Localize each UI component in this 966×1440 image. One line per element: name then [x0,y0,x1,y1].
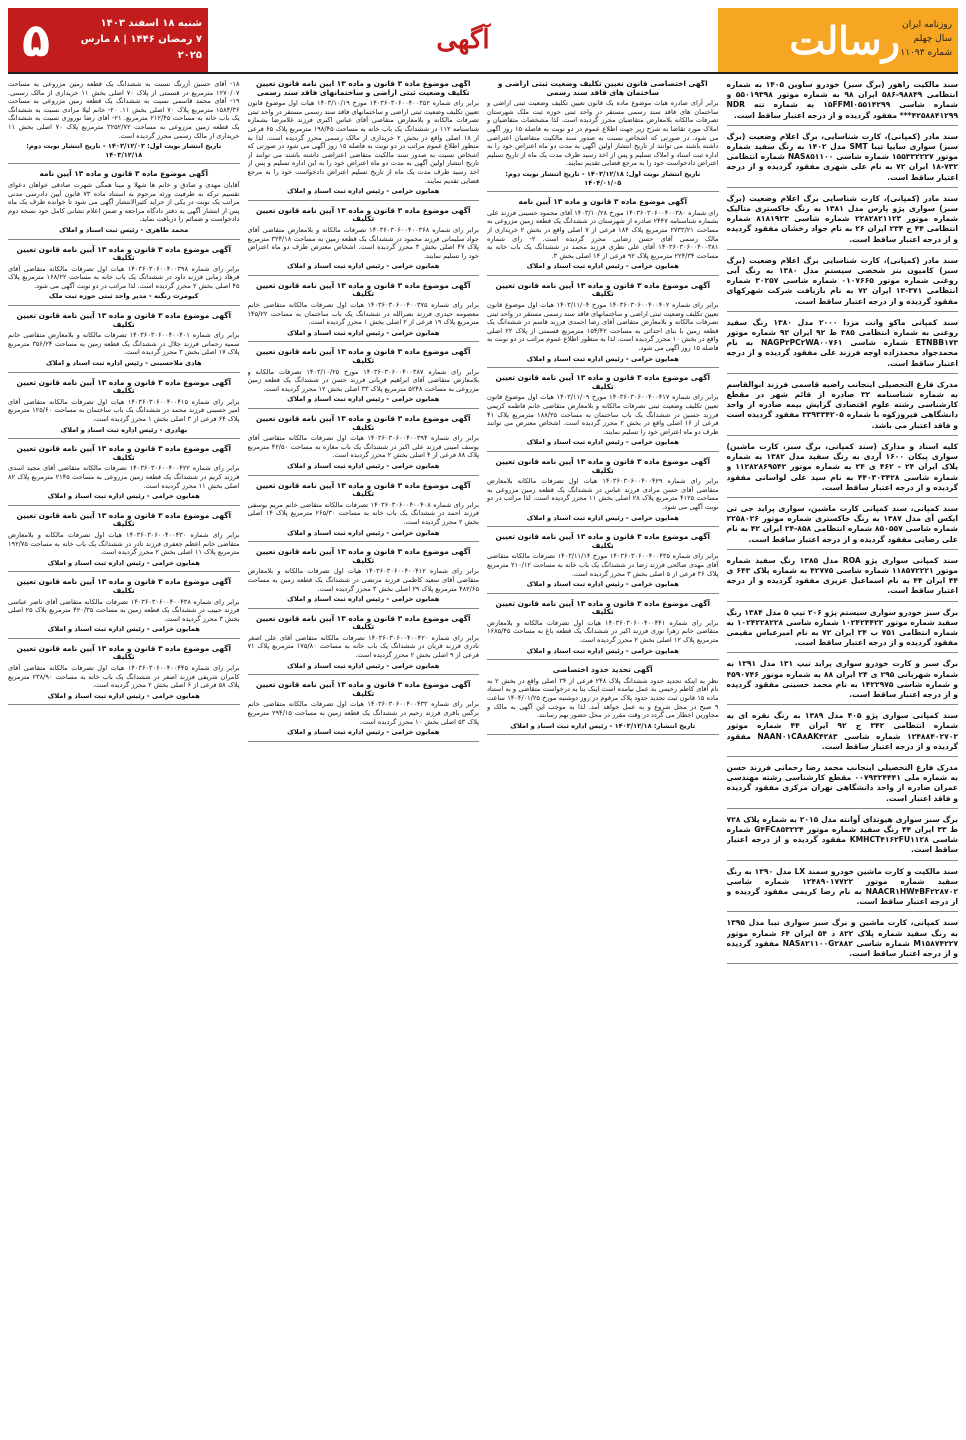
ad-item [248,80,480,201]
ad-signature: هادی ملاحسینی - رئیس اداره ثبت اسناد و املاک [45,359,202,368]
ad-body: برابر رای شماره ۱۴۰۳۶۰۳۰۶۰۰۴۰۰۴۴۱ هیات اول تصرفات مالکانه و بلامعارض متقاضی خانم زهرا نوری فرزند اکبر در ششدانگ یک قطعه باغ به مساحت ۱۶۸۵/۴۵ مترمربع پلاک ۱۲ اصلی بخش ۲ محرز گردیده است. [487,618,719,645]
ad-body: برابر رای شماره ۱۴۰۳۶۰۳۰۶۰۰۴۰۰۴۲۹ هیات اول تصرفات مالکانه بلامعارض متقاضی آقای حسن مرادی فرزند عباس در ششدانگ یک قطعه زمین مزروعی به مساحت ۴۱۲۵ مترمربع پلاک ۲۸ اصلی بخش ۱۱ محرز گردیده است. لذا مراتب در دو نوبت آگهی می شود. [487,477,719,511]
ad-heading: آگهی موضوع ماده ۳ قانون و ماده ۱۳ آیین نامه قانون تعیین تکلیف [255,547,471,565]
ad-item [727,442,959,498]
ad-column-3 [248,80,480,1432]
ad-item [8,80,240,164]
ad-item [727,659,959,705]
ad-item [487,80,719,192]
ad-item [248,348,480,409]
ad-item [248,415,480,476]
ad-body: برابر رای شماره ۱۴۰۳۶۰۳۰۶۰۰۴۰۰۳۶۸ تصرفات مالکانه و بلامعارض متقاضی آقای جواد سلیمانی فرزند محمود در ششدانگ یک قطعه زمین به مساحت ۳۲۴/۱۸ مترمربع پلاک ۴۷ اصلی بخش ۳ محرز گردیده است. اشخاص معترض ظرف دو ماه اعتراض خود را تسلیم نمایند. [247,225,479,260]
ad-heading: آگهی موضوع ماده ۳ قانون و ماده ۱۳ آیین نامه [39,169,208,179]
ad-body: سند کمپانی، سند کمپانی کارت ماشین، سواری پراید جی تی ایکس آی مدل ۱۳۸۷ به رنگ خاکستری شماره موتور ۲۲۵۸۰۲۶ شماره شاسی ۸۵۰۵۵۷ شماره انتظامی ۸۵۸-۲۴ ایران ۴۲ به نام علی رضایی مفقود گردیده و از درجه اعتبار ساقط است. [726,503,958,544]
ad-item [8,246,240,307]
ad-body: آقایان مهدی و صادق و خانم ها شهلا و مینا همگی شهرت صادقی خواهان دعوای تقسیم ترکه به طرفیت ورثه مرحوم به استناد ماده ۷۳ قانون آیین دادرسی مدنی مراتب یک نوبت در یکی از جراید کثیرالانتشار آگهی می شود تا خوانده ظرف یک ماه پس از انتشار آگهی به دفتر دادگاه مراجعه و ضمن اعلام نشانی کامل خود نسخه دوم دادخواست و ضمائم را دریافت نماید. [8,180,240,224]
ad-signature: تاریخ انتشار: ۱۴۰۳/۱۲/۱۸ - رئیس اداره ثبت اسناد و املاک [510,721,696,730]
ad-signature: همایون خرامی - رئیس اداره ثبت اسناد و املاک [526,646,679,655]
logo-block [718,8,958,72]
ad-signature: بهادری - رئیس اداره ثبت اسناد و املاک [60,425,188,434]
ad-heading: آگهی موضوع ماده ۳ قانون و ماده ۱۳ آیین نامه قانون تعیین تکلیف [495,280,711,299]
ad-body: برابر رای شماره ۱۴۰۳۶۰۳۰۶۰۰۴۰۰۴۰۲ مورخ ۱۴۰۳/۱۱/۰۴ هیات اول موضوع قانون تعیین تکلیف وضعیت ثبتی اراضی و ساختمانهای فاقد سند رسمی مستقر در واحد ثبتی تصرفات مالکانه و بلامعارض متقاضی آقای رضا احمدی فرزند قاسم در ششدانگ یک قطعه زمین با بنای احداثی به مساحت ۱۵۴/۴۲ مترمربع قسمتی از پلاک ۲۲ اصلی واقع در بخش ۱۰ محرز گردیده است. لذا به منظور اطلاع عموم مراتب در دو نوبت به فاصله ۱۵ روز آگهی می شود. [487,301,719,353]
ad-heading: آگهی موضوع ماده ۳ قانون و ماده ۱۳ آیین نامه [518,197,687,207]
ad-body: برابر رای شماره ۱۴۰۳۶۰۳۰۶۰۰۴۰۰۴۱۵ هیات اول تصرفات مالکانه متقاضی آقای امیر حسینی فرزند محمد در ششدانگ یک باب ساختمان به مساحت ۱۲۵/۶۰ مترمربع پلاک ۶۴ فرعی از ۳ اصلی بخش ۱ محرز گردیده است. [8,397,240,423]
ad-heading: آگهی موضوع ماده ۳ قانون و ماده ۱۳ آیین نامه قانون تعیین تکلیف [495,456,711,475]
ad-signature: همایون خرامی - رئیس اداره ثبت اسناد و املاک [526,438,679,447]
ad-body: سند مادر (کمپانی)، کارت شناسایی برگ اعلام وضعیت (برگ سبز) سواری پژو پارس مدل ۱۳۸۱ به رنگ خاکستری متالیک شماره موتور ۲۲۸۲۸۲۱۱۲۳ شماره شاسی ۸۱۸۱۹۲۳ شماره انتظامی ۴۴ ج ۲۳۴ ایران ۲۶ به نام جواد رخشان مفقود گردیده و از درجه اعتبار ساقط است. [726,193,958,244]
ad-item [727,80,959,126]
ad-item [248,681,480,742]
ad-body: برابر رای شماره ۱۴۰۳۶۰۳۰۶۰۰۴۰۰۴۳۰ هیات اول تصرفات مالکانه و بلامعارض متقاضی خانم اعظم جعفری فرزند نادر در ششدانگ یک باب خانه به مساحت ۱۹۲/۷۵ مترمربع پلاک ۱۱ اصلی بخش ۲ محرز گردیده است. [8,530,240,557]
ad-body: برابر رای شماره ۱۴۰۳۶۰۳۰۶۰۰۴۰۰۴۴۵ هیات اول تصرفات مالکانه متقاضی آقای کامران شریفی فرزند اصغر در ششدانگ یک باب خانه به مساحت ۲۳۸/۹۰ مترمربع پلاک ۵۸ فرعی از ۶ اصلی بخش ۲ محرز گردیده است. [8,664,240,690]
ad-body: برابر رای شماره ۱۴۰۳۶۰۳۰۶۰۰۴۰۰۴۳۳ هیات اول تصرفات مالکانه متقاضی خانم نرگس باقری فرزند رحیم در ششدانگ یک قطعه زمین به مساحت ۲۹۴/۱۵ مترمربع پلاک ۵۳ اصلی بخش ۱۰ محرز گردیده است. [247,700,479,726]
ad-item [727,256,959,312]
ad-heading: آگهی موضوع ماده ۳ قانون و ماده ۱۳ آیین نامه قانون تعیین تکلیف [255,347,471,366]
ad-item [727,132,959,188]
ad-item [727,711,959,757]
ad-signature: همایون خرامی - رئیس اداره ثبت اسناد و املاک [526,354,679,363]
ad-heading: آگهی موضوع ماده ۳ قانون و ماده ۱۳ آیین نامه قانون تعیین تکلیف [255,280,471,299]
date-block [8,8,208,72]
ad-signature: همایون خرامی - رئیس اداره ثبت اسناد و املاک [526,262,679,271]
masthead [8,8,958,74]
ad-signature: همایون خرامی - رئیس اداره ثبت اسناد و املاک [47,558,200,567]
ad-item [8,170,240,239]
ad-heading: آگهی موضوع ماده ۳ قانون و ماده ۱۳ آیین نامه قانون تعیین تکلیف [255,613,471,632]
ad-body: سند مادر (کمپانی)، کارت شناسایی، برگ اعلام وضعیت (برگ سبز) سواری سایپا تیبا SMT مدل ۱۴۰۲ به رنگ سفید شماره موتور ۱۵۵۳۳۲۲۲۷ شماره شاسی NAS۸۵۱۱۰۰ شماره انتظامی ۷۳۲-۱۸ ایران ۷۲ به نام علی شهری مفقود گردیده و از درجه اعتبار ساقط است. [726,131,958,182]
daily-label: روزنامه [924,20,952,30]
ad-item [248,207,480,276]
ad-body: برابر رای شماره ۱۴۰۳۶۰۳۰۶۰۰۴۰۰۴۲۲ تصرفات مالکانه متقاضی آقای مجید اسدی فرزند کریم در ششدانگ یک قطعه زمین مزروعی به مساحت ۲۱۴۵ مترمربع پلاک ۸۲ اصلی بخش ۱۱ محرز گردیده است. [8,464,240,490]
ad-item [8,379,240,440]
ad-body: برگ سبز و کارت خودرو سواری پراید تیپ ۱۳۱ مدل ۱۳۹۱ به شماره شهربانی ۲۹۵ ی ۲۴ ایران ۸۸ به شماره موتور ۴۵۹۰۷۴۶ و شماره شاسی ۱۴۲۲۹۷۵ به نام محمد حسینی مفقود گردیده و از درجه اعتبار ساقط است. [726,659,958,699]
ad-body: برابر رای شماره ۱۴۰۳۶۰۳۰۶۰۰۴۰۰۴۳۵ مورخ ۱۴۰۳/۱۱/۱۴ تصرفات مالکانه متقاضی آقای مهدی صالحی فرزند رضا در ششدانگ یک باب خانه به مساحت ۲۱۰/۱۲ مترمربع پلاک ۳۶ فرعی از ۵ اصلی بخش ۳ محرز گردیده است. [487,552,719,578]
ad-signature: همایون خرامی - رئیس اداره ثبت اسناد و املاک [47,625,200,634]
ad-body: برابر رای شماره ۱۴۰۳۶۰۳۰۶۰۰۴۰۰۴۰۸ تصرفات مالکانه متقاضی خانم مریم یوسفی فرزند احمد در ششدانگ یک باب خانه به مساحت ۲۶۵/۳۰ مترمربع پلاک ۱۴ اصلی بخش ۲ محرز گردیده است. [247,500,479,526]
ad-item [727,556,959,602]
ad-heading: آگهی موضوع ماده ۳ قانون و ماده ۱۳ آیین نامه قانون تعیین تکلیف [495,373,711,391]
ad-heading: آگهی موضوع ماده ۳ قانون و ماده ۱۳ آیین نامه قانون تعیین تکلیف [16,311,232,329]
ad-body: برابر رای شماره ۱۴۰۳۶۰۳۰۶۰۰۴۰۰۳۹۸ هیات اول تصرفات مالکانه متقاضی آقای فرهاد زمانی فرزند داود در ششدانگ یک باب خانه به مساحت ۱۶۸/۲۲ مترمربع پلاک ۴۵ اصلی بخش ۲ محرز گردیده است. لذا مراتب در دو نوبت آگهی می شود. [8,264,240,290]
issue-meta [900,18,952,60]
ad-body: رای شماره ۱۴۰۳۶۰۳۰۶۰۰۴۰۰۳۸۰ مورخ ۱۴۰۳/۱۰/۲۸ آقای محمود حسینی فرزند علی بشماره شناسنامه ۲۴۴۷ صادره از شهرستان در ششدانگ یک قطعه زمین مزروعی به مساحت ۲۷۳۳/۲۱ مترمربع پلاک ۱۸۴ فرعی از ۷ اصلی واقع در بخش ۲ خریداری از مالک رسمی آقای حسن رضایی محرز گردیده است. ۲- رای شماره ۱۴۰۳۶۰۳۰۶۰۰۴۰۰۳۸۱ آقای علی نظری فرزند محمد در ششدانگ یک باب خانه به مساحت ۲۲۴/۳۴ مترمربع پلاک ۹۲ فرعی از ۱۴ اصلی بخش ۳. [487,208,719,260]
ad-body: سند مالکیت و کارت ماشین خودرو سمند LX مدل ۱۳۹۰ به رنگ سفید شماره موتور ۱۲۴۸۹۰۱۷۷۲۲ شماره شاسی NAACR۱HW۴BF۲۲۸۷۰۲ به نام رضا کریمی مفقود گردیده و از درجه اعتبار ساقط است. [726,866,958,907]
ad-item [248,615,480,676]
ad-signature: همایون خرامی - رئیس اداره ثبت اسناد و املاک [287,395,440,404]
ad-signature: همایون خرامی - رئیس اداره ثبت اسناد و املاک [47,691,200,700]
ad-body: ۱۸- آقای حسین آزرنگ نسبت به ششدانگ یک قطعه زمین مزروعی به مساحت ۱۲۷۰/۰۷ مترمربع در قسمتی از پلاک ۷۰ اصلی بخش ۱۱ خریداری از مالک رسمی. ۱۹- آقای محمد قاسمی نسبت به ششدانگ یک قطعه زمین مزروعی به مساحت ۱۵۸۴/۳۶ مترمربع پلاک ۷۰ اصلی بخش ۱۱. ۲۰- خانم لیلا مرادی نسبت به ششدانگ یک باب خانه به مساحت ۲۱۲/۴۵ مترمربع. ۲۱- آقای رضا نوروزی نسبت به ششدانگ یک قطعه زمین مزروعی به مساحت ۳۲۵۲/۷۲ مترمربع پلاک ۷۰ اصلی بخش ۱۱ خریداری از مالک رسمی محرز گردیده است. [8,80,240,140]
ad-heading: آگهی موضوع ماده ۳ قانون و ماده ۱۳ آیین نامه قانون تعیین تکلیف [255,680,471,698]
ad-heading: آگهی تحدید حدود اختصاصی [552,665,653,675]
dates [64,16,208,64]
ad-item [248,548,480,609]
date-shamsi: شنبه ۱۸ اسفند ۱۴۰۳ [100,18,202,29]
ad-columns [8,80,958,1432]
ad-item [248,482,480,543]
ad-item [727,763,959,809]
ad-item [727,504,959,550]
newspaper-logo: رسالت [789,17,900,63]
ad-body: برابر رای شماره ۱۴۰۳۶۰۳۰۶۰۰۴۰۰۳۸۷ مورخ ۱۴۰۳/۱۰/۲۵ تصرفات مالکانه و بلامعارض متقاضی آقای ابراهیم قربانی فرزند حسن در ششدانگ یک قطعه زمین مزروعی به مساحت ۵۲۴۸ مترمربع پلاک ۳۳ اصلی بخش ۱۲ محرز گردیده است. [247,367,479,393]
ad-body: برابر رای شماره ۱۴۰۳۶۰۳۰۶۰۰۴۰۰۴۱۷ مورخ ۱۴۰۳/۱۱/۰۹ هیات اول موضوع قانون تعیین تکلیف وضعیت ثبتی تصرفات مالکانه و بلامعارض متقاضی خانم فاطمه کریمی فرزند حسین در ششدانگ یک باب ساختمان به مساحت ۱۸۸/۲۵ مترمربع پلاک ۴۱ فرعی از ۱۶ اصلی واقع در بخش ۲ محرز گردیده است. اشخاص معترض می توانند ظرف دو ماه اعتراض خود را تسلیم نمایند. [487,393,719,436]
ad-item [727,867,959,913]
ad-item [8,645,240,706]
ad-heading: آگهی موضوع ماده ۳ قانون و ماده ۱۳ آیین نامه قانون تعیین تکلیف [255,480,471,499]
ad-item [487,533,719,594]
ad-signature: همایون خرامی - رئیس اداره ثبت اسناد و املاک [287,187,440,196]
ad-signature: کیومرث زنگنه - مدیر واحد ثبتی حوزه ثبت ملک [48,292,199,301]
section-title: آگهی [436,25,490,55]
ad-signature: همایون خرامی - رئیس اداره ثبت اسناد و املاک [526,513,679,522]
ad-body: مدرک فارغ التحصیلی اینجانب راضیه قاسمی فرزند ابوالقاسم به شماره شناسنامه ۳۲ صادره از قائم شهر در مقطع کارشناسی رشته علوم اقتصادی گرایش بیمه صادره از واحد دانشگاهی فیروزکوه با شماره ۳۳۹۳۳۴۲۰۵ مفقود گردیده است و فاقد اعتبار می باشد. [726,379,958,430]
ad-item [487,282,719,368]
ad-body: سند مالکیت راهور (برگ سبز) خودرو ساوین ۱۴۰۵ به شماره انتظامی ۹۸۸۴۹-۵۸۶ ایران ۹۸ به شماره موتور ۵۵۰۱۹۳۹۸ و شماره شاسی ۱۵FFMI۰۵۵۱۴۲۹۹ به شماره تنه NDR ***۴۲۵۸۸۴۱۲۹۹ مفقود گردیده و از درجه اعتبار ساقط است. [726,80,958,120]
ad-heading: آگهی موضوع ماده ۳ قانون و ماده ۱۳ آیین نامه قانون تعیین تکلیف [495,532,711,550]
ad-item [727,194,959,250]
ad-heading: آگهی موضوع ماده ۳ قانون و ماده ۱۳ آیین نامه قانون تعیین تکلیف [16,510,232,529]
ad-signature: همایون خرامی - رئیس اداره ثبت اسناد و املاک [526,580,679,589]
ad-signature: محمد طاهری - رئیس ثبت اسناد و املاک [59,225,189,234]
ad-signature: همایون خرامی - رئیس اداره ثبت اسناد و املاک [287,728,440,737]
ad-item [487,458,719,527]
ad-item [8,312,240,373]
ad-body: سند مادر (کمپانی)، کارت شناسایی برگ اعلام وضعیت (برگ سبز) کامیون بنز شخصی سیستم مدل ۱۳۸۰ به رنگ آبی روغنی شماره موتور ۰۱۰۷۶۶۵ شماره شاسی ۳۰۲۵۷ شماره انتظامی ۳۷۱-۱۳ ایران ۷۲ به نام بازیافت شرکت شهرکهای مفقود گردیده و از درجه اعتبار ساقط است. [726,255,958,306]
ad-item [487,198,719,276]
ad-signature: تاریخ انتشار نوبت اول: ۱۴۰۳/۱۲/۱۸ - تاریخ انتشار نوبت دوم: ۱۴۰۴/۰۱/۰۵ [505,169,701,187]
ad-body: نظر به اینکه تحدید حدود ششدانگ پلاک ۲۴۸ فرعی از ۳۴ اصلی واقع در بخش ۲ به نام آقای کاظم رحیمی به عمل نیامده است اینک بنا به درخواست متقاضی و به استناد ماده ۱۵ قانون ثبت تحدید حدود پلاک مرقوم در روز دوشنبه مورخ ۱۴۰۴/۰۱/۲۵ ساعت ۹ صبح در محل شروع و به عمل خواهد آمد. لذا به موجب این آگهی به مالک و مجاورین اخطار می گردد در وقت مقرر در محل حضور بهم رسانند. [487,676,719,720]
ad-column-1 [727,80,959,1432]
ad-signature: همایون خرامی - رئیس اداره ثبت اسناد و املاک [287,595,440,604]
ad-item [727,380,959,436]
ad-body: برابر رای شماره ۱۴۰۳۶۰۳۰۶۰۰۴۰۰۴۱۲ هیات اول تصرفات مالکانه و بلامعارض متقاضی آقای سعید کاظمی فرزند مرتضی در ششدانگ یک قطعه زمین به مساحت ۴۸۲/۶۵ مترمربع پلاک ۲۹ اصلی بخش ۳ محرز گردیده است. [247,567,479,593]
ad-item [8,512,240,573]
ad-item [727,918,959,964]
ad-body: برابر رای شماره ۱۴۰۳۶۰۳۰۶۰۰۴۰۰۴۳۸ تصرفات مالکانه متقاضی آقای ناصر عباسی فرزند حبیب در ششدانگ یک قطعه زمین به مساحت ۴۲۰/۳۵ مترمربع پلاک ۲۵ اصلی بخش ۳ محرز گردیده است. [8,597,240,623]
ad-body: برگ سبز سواری هیوندای آوانته مدل ۲۰۱۵ به شماره پلاک ۷۲۸ ط ۳۳ ایران ۴۴ رنگ سفید شماره موتور G۴FC۸۵۳۲۲۴ شماره شاسی KMHCT۴۱۶۲FU۱۱۲۸ مفقود گردیده و از درجه اعتبار ساقط است. [726,814,958,855]
ad-heading: آگهی موضوع ماده ۳ قانون و ماده ۱۳ آیین نامه قانون تعیین تکلیف وضعیت ثبتی اراضی و ساختمانهای فاقد سند رسمی [255,80,471,97]
ad-item [727,815,959,861]
ad-item [248,282,480,343]
ad-signature: همایون خرامی - رئیس اداره ثبت اسناد و املاک [47,492,200,501]
ad-heading: آگهی موضوع ماده ۳ قانون و ماده ۱۳ آیین نامه قانون تعیین تکلیف [16,377,232,396]
ad-body: برابر آرای صادره هیات موضوع ماده یک قانون تعیین تکلیف وضعیت ثبتی اراضی و ساختمان های فاقد سند رسمی مستقر در واحد ثبتی حوزه ثبت ملک شهرستان تصرفات مالکانه بلامعارض متقاضیان محرز گردیده است. لذا مشخصات متقاضیان و املاک مورد تقاضا به شرح زیر جهت اطلاع عموم در دو نوبت به فاصله ۱۵ روز آگهی می شود. در صورتی که اشخاص نسبت به صدور سند مالکیت متقاضیان اعتراضی داشته باشند می توانند از تاریخ انتشار اولین آگهی به مدت دو ماه اعتراض خود را به اداره ثبت اسناد و املاک تسلیم و پس از اخذ رسید ظرف مدت یک ماه از تاریخ تسلیم اعتراض دادخواست خود را به مرجع قضایی تقدیم نمایند. [487,99,719,168]
ad-signature: همایون خرامی - رئیس اداره ثبت اسناد و املاک [287,528,440,537]
ad-body: سند کمپانی سواری پژو ۴۰۵ مدل ۱۳۸۹ به رنگ نقره ای به شماره انتظامی ۳۴۲ ج ۹۲ ایران ۴۴ شماره موتور ۱۲۴۸۸۴۰۲۷۰۲ شماره شاسی NAAN۰۱CA۸AK۴۲۸۳ مفقود گردیده و از درجه اعتبار ساقط است. [726,711,958,751]
ad-body: برابر رای شماره ۱۴۰۳۶۰۳۰۶۰۰۴۰۰۳۷۵ هیات اول تصرفات مالکانه متقاضی خانم معصومه حیدری فرزند نصرالله در ششدانگ یک باب ساختمان به مساحت ۱۴۵/۲۲ مترمربع پلاک ۱۹ فرعی از ۲ اصلی بخش ۱ محرز گردیده است. [247,301,479,327]
ad-body: سند کمپانی ماکو وانت مزدا ۲۰۰۰ مدل ۱۳۸۰ رنگ سفید روغنی به شماره انتظامی ۳۸۵ ط ۹۲ ایران ۹۲ شماره موتور ETNBB۱۷۳ شماره شاسی NAGP۲PC۲WA۰۰۷۶۱ به نام محمدجواد محمدزاده اوجه فرزند علی مفقود گردیده و از درجه اعتبار ساقط است. [726,317,958,368]
ad-heading: آگهی اختصاصی قانون تعیین تکلیف وضعیت ثبتی اراضی و ساختمان های فاقد سند رسمی [497,80,708,97]
ad-item [8,578,240,639]
ad-heading: آگهی موضوع ماده ۳ قانون و ماده ۱۳ آیین نامه قانون تعیین تکلیف [495,598,711,617]
ad-item [727,318,959,374]
ad-signature: همایون خرامی - رئیس اداره ثبت اسناد و املاک [287,661,440,670]
ad-signature: همایون خرامی - رئیس اداره ثبت اسناد و املاک [287,328,440,337]
issue-number: شماره ۱۱۰۹۳ [900,48,952,58]
ad-body: مدرک فارغ التحصیلی اینجانب محمد رضا رحمانی فرزند حسن به شماره ملی ۰۰۷۹۳۲۴۴۴۱ مقطع کارشناسی رشته مهندسی عمران صادره از واحد دانشگاهی تهران مرکزی مفقود گردیده و فاقد اعتبار است. [726,762,958,803]
ad-heading: آگهی موضوع ماده ۳ قانون و ماده ۱۳ آیین نامه قانون تعیین تکلیف [16,643,232,662]
ad-heading: آگهی موضوع ماده ۳ قانون و ماده ۱۳ آیین نامه قانون تعیین تکلیف [255,414,471,432]
ad-item [487,666,719,735]
ad-body: کلیه اسناد و مدارک (سند کمپانی، برگ سبز، کارت ماشین) سواری پیکان ۱۶۰۰ آردی به رنگ سفید مدل ۱۳۸۲ به شماره پلاک ایران ۲۴ - ۴۶۲ ی ۲۴ به شماره موتور ۱۱۲۸۲۸۶۹۵۴۲ و شماره شاسی ۴۴۰۳۰۳۴۲۸ به نام سید علی لواسانی مفقود گردیده و از درجه اعتبار ساقط است. [726,441,958,492]
ad-body: برابر رای شماره ۱۴۰۳۶۰۳۰۶۰۰۴۰۰۴۲۰ تصرفات مالکانه متقاضی آقای علی اصغر نادری فرزند قربان در ششدانگ یک باب خانه به مساحت ۱۷۵/۸۰ مترمربع پلاک ۷۱ فرعی از ۹ اصلی بخش ۲ محرز گردیده است. [247,633,479,660]
ad-column-2 [487,80,719,1432]
ad-heading: آگهی موضوع ماده ۳ قانون و ماده ۱۳ آیین نامه قانون تعیین تکلیف [16,244,232,263]
ad-body: سند کمپانی سواری پژو ROA مدل ۱۳۸۵ رنگ سفید شماره موتور ۱۱۸۵۷۲۲۲۱ شماره شاسی ۴۲۷۷۵ به شماره پلاک ۶۴۳ ی ۴۴ ایران ۴۴ به نام اسماعیل عزیزی مفقود گردیده و از درجه اعتبار ساقط است. [726,555,958,596]
ad-heading: آگهی موضوع ماده ۳ قانون و ماده ۱۳ آیین نامه قانون تعیین تکلیف [255,205,471,224]
ad-body: برابر رای شماره ۱۴۰۳۶۰۳۰۶۰۰۴۰۰۳۵۲ مورخ ۱۴۰۳/۱۰/۱۹ هیات اول موضوع قانون تعیین تکلیف وضعیت ثبتی اراضی و ساختمانهای فاقد سند رسمی مستقر در واحد ثبتی تصرفات مالکانه و بلامعارض متقاضی آقای عباس اکبری فرزند غلامرضا بشماره شناسنامه ۱۱۲ در ششدانگ یک باب خانه به مساحت ۱۹۸/۴۵ مترمربع پلاک ۶۵ فرعی از ۱۸ اصلی واقع در بخش ۲ خریداری از مالک رسمی محرز گردیده است. لذا به منظور اطلاع عموم مراتب در دو نوبت به فاصله ۱۵ روز آگهی می شود در صورتی که اشخاص نسبت به صدور سند مالکیت متقاضی اعتراضی داشته باشند می توانند از تاریخ انتشار اولین آگهی به مدت دو ماه اعتراض خود را به این اداره تسلیم و پس از اخذ رسید ظرف مدت یک ماه از تاریخ تسلیم اعتراض دادخواست خود را به مرجع قضایی تقدیم نمایند. [247,99,479,185]
ad-item [487,600,719,661]
country-label: ایران [902,20,922,30]
ad-item [487,374,719,452]
ad-item [727,608,959,654]
date-other: ۷ رمضان ۱۴۴۶ | ۸ مارس ۲۰۲۵ [80,34,202,61]
ad-column-4 [8,80,240,1432]
ad-body: برگ سبز خودرو سواری سیستم پژو ۲۰۶ تیپ ۵ مدل ۱۳۸۴ رنگ سفید شماره موتور ۱۰۲۴۲۴۴۲۲ شماره شاسی ۱۰۲۴۲۲۸۲۲۸ به شماره انتظامی ۷۵۱ ب ۲۴ ایران ۷۲ به نام امیرعباس مقیمی مفقود گردیده و از درجه اعتبار ساقط است. [726,607,958,648]
ad-heading: آگهی موضوع ماده ۳ قانون و ماده ۱۳ آیین نامه قانون تعیین تکلیف [16,444,232,462]
ad-body: سند کمپانی، کارت ماشین و برگ سبز سواری تیبا مدل ۱۳۹۵ به رنگ سفید شماره پلاک ۸۲۲ د ۵۴ ایران ۶۴ شماره موتور M۱۵۸۷۴۲۲۷ شماره شاسی NAS۸۲۱۱۰۰G۲۸۸۲ مفقود گردیده و از درجه اعتبار ساقط است. [726,918,958,959]
ad-heading: آگهی موضوع ماده ۳ قانون و ماده ۱۳ آیین نامه قانون تعیین تکلیف [16,577,232,595]
ad-signature: همایون خرامی - رئیس اداره ثبت اسناد و املاک [287,461,440,470]
year-label: سال چهلم [913,34,952,44]
ad-body: برابر رای شماره ۱۴۰۳۶۰۳۰۶۰۰۴۰۰۴۰۱ تصرفات مالکانه و بلامعارض متقاضی خانم سمیه رحمانی فرزند جلال در ششدانگ یک قطعه زمین به مساحت ۳۵۶/۲۴ مترمربع پلاک ۱۷ اصلی بخش ۳ محرز گردیده است. [8,331,240,357]
ad-signature: همایون خرامی - رئیس اداره ثبت اسناد و املاک [287,262,440,271]
ad-item [8,445,240,506]
ad-body: برابر رای شماره ۱۴۰۳۶۰۳۰۶۰۰۴۰۰۳۹۴ هیات اول تصرفات مالکانه متقاضی آقای یوسف امینی فرزند علی اکبر در ششدانگ یک باب مغازه به مساحت ۴۲/۵۰ مترمربع پلاک ۸۸ فرعی از ۴ اصلی بخش ۲ محرز گردیده است. [247,434,479,460]
ad-signature: تاریخ انتشار نوبت اول: ۱۴۰۳/۱۲/۰۳ - تاریخ انتشار نوبت دوم: ۱۴۰۳/۱۲/۱۸ [26,142,222,159]
page-number: ۵ [21,13,51,67]
